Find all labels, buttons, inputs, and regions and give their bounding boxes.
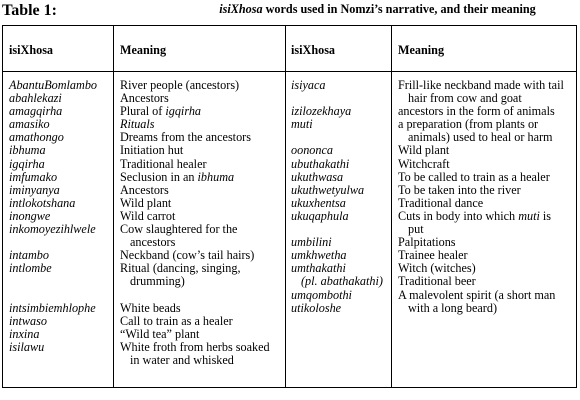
right-meaning-8-line-0: Cuts in body into which muti is bbox=[398, 208, 552, 223]
left-term-3-line-0: amasiko bbox=[9, 117, 50, 132]
table-title-italic: isiXhosa bbox=[219, 2, 263, 16]
table-label: Table 1: bbox=[2, 2, 57, 19]
table-title bbox=[180, 2, 575, 17]
left-meaning-15-line-0: Call to train as a healer bbox=[120, 313, 233, 328]
left-term-6-line-0: igqirha bbox=[9, 156, 45, 171]
left-term-11-line-0: inkomoyezihlwele bbox=[9, 222, 96, 237]
left-term-2-line-0: amagqirha bbox=[9, 104, 63, 119]
right-meaning-13-line-1: with a long beard) bbox=[408, 300, 498, 315]
left-term-14-line-0: intsimbiemhlophe bbox=[9, 300, 96, 315]
left-meaning-13-line-2 bbox=[120, 289, 270, 302]
left-meaning-17-line-1: in water and whisked bbox=[130, 352, 234, 367]
right-term-8-line-0: ukuqaphula bbox=[291, 208, 349, 223]
left-term-9-line-0: intlokotshana bbox=[9, 195, 76, 210]
left-term-1-line-0: abahlekazi bbox=[9, 91, 62, 106]
right-meaning-2-line-0: a preparation (from plants or bbox=[398, 117, 539, 132]
left-meaning-17-line-0: White froth from herbs soaked bbox=[120, 339, 270, 354]
left-terms-column bbox=[9, 79, 97, 367]
glossary-table bbox=[2, 25, 577, 388]
left-meaning-7-line-0: Seclusion in an ibhuma bbox=[120, 169, 235, 184]
left-meaning-10-line-0: Wild carrot bbox=[120, 208, 176, 223]
table-caption bbox=[0, 0, 580, 26]
right-term-12-line-0: umqombothi bbox=[291, 287, 352, 302]
right-term-9-line-0: umbilini bbox=[291, 235, 332, 250]
right-terms-column bbox=[291, 79, 383, 315]
right-term-3-line-0: oononca bbox=[291, 143, 333, 158]
left-meaning-3-line-0: Rituals bbox=[120, 117, 155, 132]
right-meaning-5-line-0: To be called to train as a healer bbox=[398, 169, 550, 184]
left-meaning-11-line-1: ancestors bbox=[130, 235, 176, 250]
column-divider-3 bbox=[391, 26, 392, 387]
left-meaning-11-line-0: Cow slaughtered for the bbox=[120, 222, 238, 237]
left-meanings-column bbox=[120, 79, 270, 367]
right-term-11-line-1: (pl. abathakathi) bbox=[301, 274, 383, 289]
left-term-0-line-0: AbantuBomlambo bbox=[9, 78, 98, 92]
right-meaning-8-line-1: put bbox=[408, 222, 424, 237]
right-term-11-line-0: umthakathi bbox=[291, 261, 346, 276]
left-meaning-0-line-0: River people (ancestors) bbox=[120, 78, 240, 92]
left-meaning-13-line-1: drumming) bbox=[130, 274, 185, 289]
left-term-12-line-0: intambo bbox=[9, 248, 49, 263]
right-term-4-line-0: ubuthakathi bbox=[291, 156, 350, 171]
header-divider bbox=[3, 71, 576, 72]
right-meaning-3-line-0: Wild plant bbox=[398, 143, 450, 158]
left-meaning-1-line-0: Ancestors bbox=[120, 91, 169, 106]
left-meaning-2-line-0: Plural of igqirha bbox=[120, 104, 202, 119]
right-meaning-11-line-0: Witch (witches) bbox=[398, 261, 476, 276]
right-term-1-line-0: izilozekhaya bbox=[291, 104, 352, 119]
left-term-13-line-0: intlombe bbox=[9, 261, 52, 276]
left-meaning-16-line-0: “Wild tea” plant bbox=[120, 326, 200, 341]
left-meaning-14-line-0: White beads bbox=[120, 300, 181, 315]
right-meaning-4-line-0: Witchcraft bbox=[398, 156, 450, 171]
right-term-0-line-0: isiyaca bbox=[291, 78, 326, 92]
right-term-5-line-0: ukuthwasa bbox=[291, 169, 344, 184]
right-term-7-line-0: ukuxhentsa bbox=[291, 195, 346, 210]
header-meaning-2: Meaning bbox=[398, 43, 445, 57]
column-divider-2 bbox=[285, 26, 286, 387]
left-term-5-line-0: ibhuma bbox=[9, 143, 46, 158]
left-term-16-line-0: inxina bbox=[9, 326, 40, 341]
right-meaning-12-line-0: Traditional beer bbox=[398, 274, 476, 289]
right-meaning-13-line-0: A malevolent spirit (a short man bbox=[398, 287, 556, 302]
right-term-13-line-0: utikoloshe bbox=[291, 300, 342, 315]
right-meanings-column bbox=[398, 79, 564, 315]
right-meaning-7-line-0: Traditional dance bbox=[398, 195, 484, 210]
left-meaning-13-line-0: Ritual (dancing, singing, bbox=[120, 261, 241, 276]
left-term-13-line-1 bbox=[9, 275, 97, 288]
left-meaning-12-line-0: Neckband (cow’s tail hairs) bbox=[120, 248, 255, 263]
left-meaning-9-line-0: Wild plant bbox=[120, 195, 172, 210]
left-meaning-5-line-0: Initiation hut bbox=[120, 143, 184, 158]
header-isixhosa-1: isiXhosa bbox=[9, 43, 54, 57]
right-meaning-9-line-0: Palpitations bbox=[398, 235, 456, 250]
right-meaning-0-line-1: hair from cow and goat bbox=[408, 91, 522, 106]
column-divider-1 bbox=[113, 26, 114, 387]
right-term-10-line-0: umkhwetha bbox=[291, 248, 347, 263]
right-meaning-0-line-0: Frill-like neckband made with tail bbox=[398, 78, 564, 92]
left-term-17-line-1 bbox=[9, 354, 97, 367]
left-term-17-line-0: isilawu bbox=[9, 339, 45, 354]
table-title-rest: words used in Nomzi’s narrative, and their meaning bbox=[262, 2, 536, 16]
right-term-6-line-0: ukuthwetyulwa bbox=[291, 182, 365, 197]
right-meaning-2-line-1: animals) used to heal or harm bbox=[408, 130, 553, 145]
header-isixhosa-2: isiXhosa bbox=[291, 43, 336, 57]
left-meaning-6-line-0: Traditional healer bbox=[120, 156, 207, 171]
left-term-8-line-0: iminyanya bbox=[9, 182, 60, 197]
right-meaning-1-line-0: ancestors in the form of animals bbox=[398, 104, 555, 119]
left-term-13-line-2 bbox=[9, 289, 97, 302]
right-meaning-6-line-0: To be taken into the river bbox=[398, 182, 521, 197]
left-term-4-line-0: amathongo bbox=[9, 130, 64, 145]
right-meaning-10-line-0: Trainee healer bbox=[398, 248, 468, 263]
header-meaning-1: Meaning bbox=[120, 43, 167, 57]
left-meaning-8-line-0: Ancestors bbox=[120, 182, 169, 197]
left-term-15-line-0: intwaso bbox=[9, 313, 47, 328]
left-term-7-line-0: imfumako bbox=[9, 169, 58, 184]
left-term-10-line-0: inongwe bbox=[9, 208, 51, 223]
left-meaning-4-line-0: Dreams from the ancestors bbox=[120, 130, 251, 145]
right-term-2-line-0: muti bbox=[291, 117, 313, 132]
